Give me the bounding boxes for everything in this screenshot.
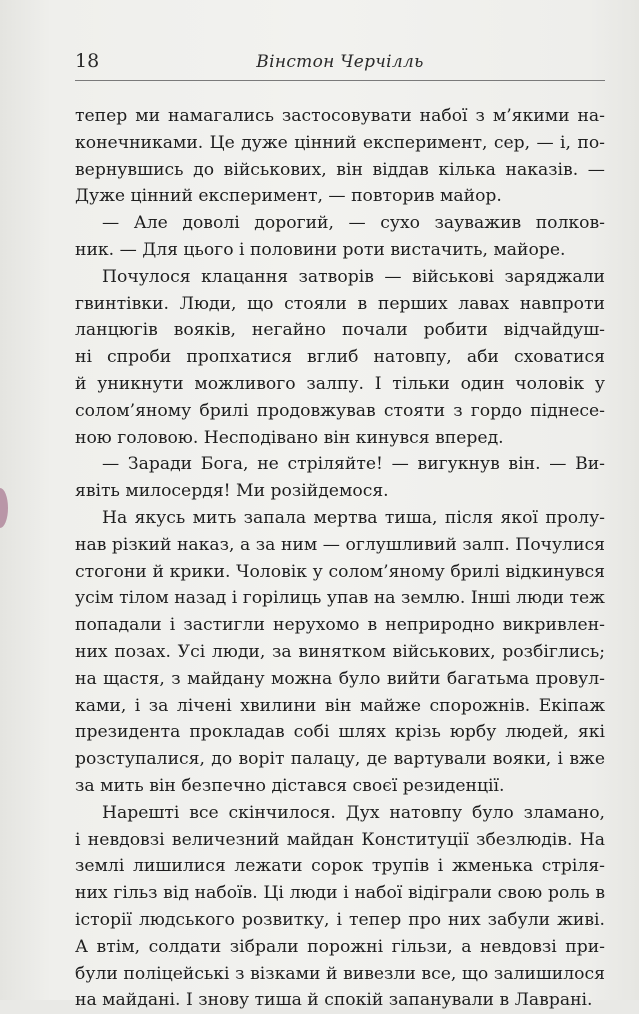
text-line: солом’яному брилі продовжував стояти з гордо піднесе- [75,400,605,421]
text-line: ланцюгів вояків, негайно почали робити відчайдуш- [75,320,605,341]
text-line: — Заради Бога, не стріляйте! — вигукнув він. — Ви- [102,454,605,475]
text-line: за мить він безпечно дістався своєї резиденції. [75,775,505,796]
text-line: них позах. Усі люди, за винятком військових, розбіглись; [75,641,605,662]
text-line: Дуже цінний експеримент, — повторив майор. [75,186,502,207]
text-line: на щастя, з майдану можна було вийти багатьма провул- [75,668,605,689]
header-rule [75,80,605,81]
text-line: гвинтівки. Люди, що стояли в перших лавах навпроти [75,293,605,314]
text-line: історії людського розвитку, і тепер про них забули живі. [75,909,605,930]
running-title: Вінстон Черчілль [256,52,424,72]
text-line: усім тілом назад і горілиць упав на землю. Інші люди теж [75,588,605,609]
text-line: Нарешті все скінчилося. Дух натовпу було зламано, [102,802,605,823]
text-line: Почулося клацання затворів — військові заряджали [102,266,605,287]
text-line: ками, і за лічені хвилини він майже спорожнів. Екіпаж [75,695,605,716]
text-line: А втім, солдати зібрали порожні гільзи, а невдовзі при- [75,936,605,957]
text-line: розступалися, до воріт палацу, де вартували вояки, і вже [75,749,605,770]
text-line: й уникнути можливого залпу. І тільки один чоловік у [75,373,605,394]
text-line: ні спроби пропхатися вглиб натовпу, аби сховатися [75,347,605,368]
text-line: нав різкий наказ, а за ним — оглушливий залп. Почулися [75,534,605,555]
text-line: попадали і застигли нерухомо в неприродно викривлен- [75,615,605,636]
text-line: стогони й крики. Чоловік у солом’яному брилі відкинувся [75,561,605,582]
body-text [75,103,605,1014]
adjacent-page-edge [0,488,8,528]
text-line: явіть милосердя! Ми розійдемося. [75,481,389,502]
text-line: були поліцейські з візками й вивезли все, що залишилося [75,963,605,984]
text-line: ник. — Для цього і половини роти вистачить, майоре. [75,239,566,260]
text-line: ною головою. Несподівано він кинувся вперед. [75,427,504,448]
text-line: — Але доволі дорогий, — сухо зауважив полков- [102,213,605,234]
text-line: На якусь мить запала мертва тиша, після якої пролу- [102,507,605,528]
page-header [75,44,605,78]
text-line: конечниками. Це дуже цінний експеримент, сер, — і, по- [75,132,605,153]
text-line: тепер ми намагались застосовувати набої з м’якими на- [75,106,605,126]
text-line: них гільз від набоїв. Ці люди і набої відіграли свою роль в [75,883,605,904]
page-number: 18 [75,50,100,72]
text-line: на майдані. І знову тиша й спокій запанували в Лаврані. [75,990,593,1011]
text-line: президента прокладав собі шлях крізь юрбу людей, які [75,722,605,743]
text-line: землі лишилися лежати сорок трупів і жменька стріля- [75,856,605,877]
text-line: вернувшись до військових, він віддав кілька наказів. — [75,159,605,180]
text-line: і невдовзі величезний майдан Конституції збезлюдів. На [75,829,605,850]
